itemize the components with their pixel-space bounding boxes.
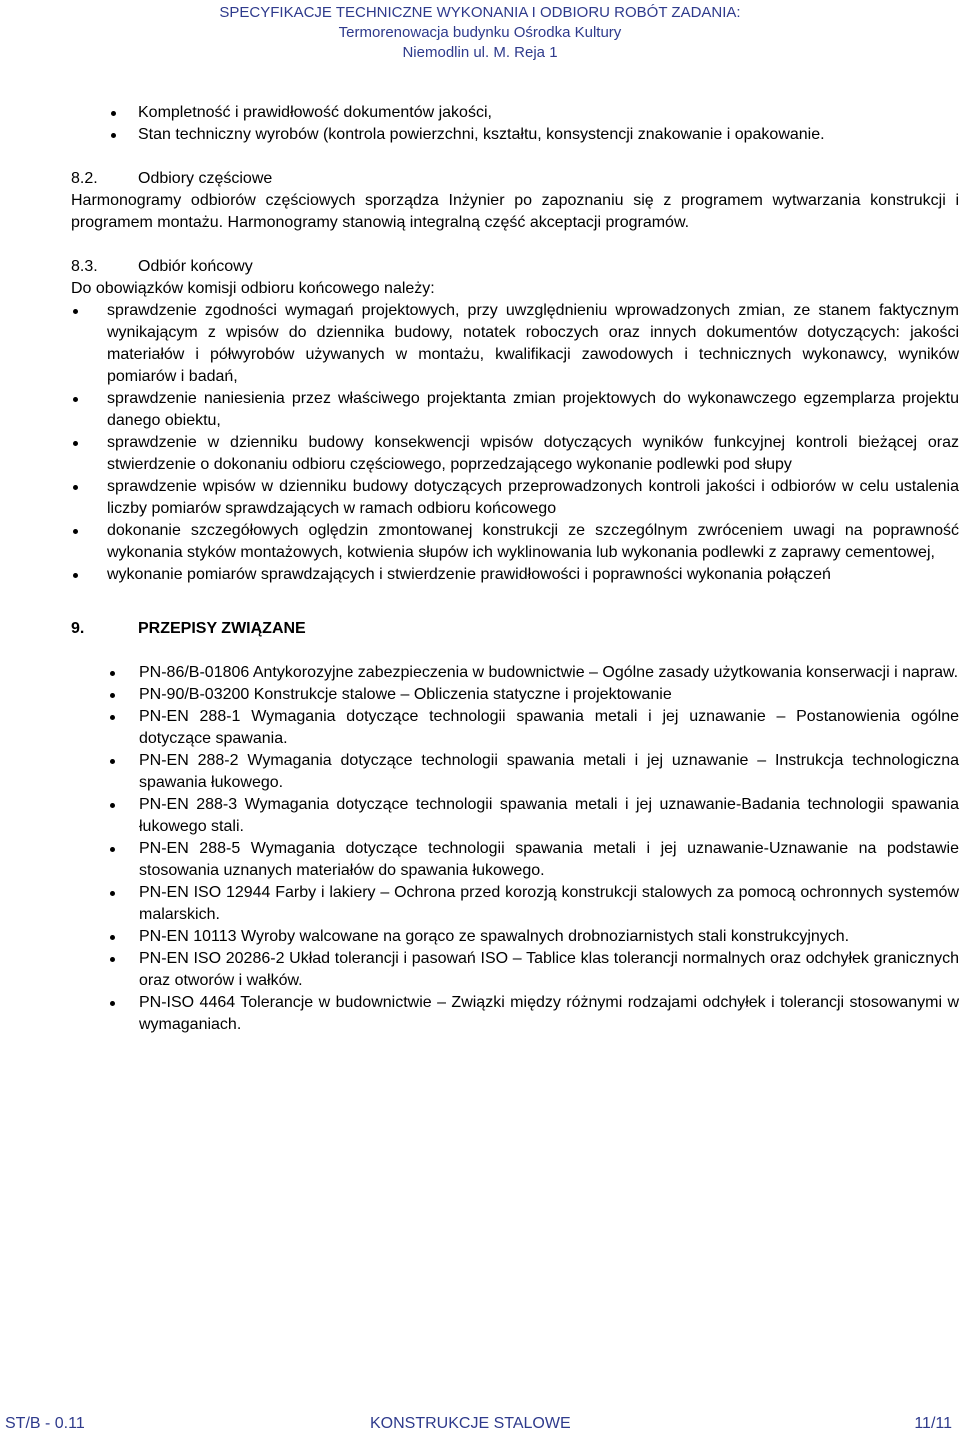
section-8-2-text: Harmonogramy odbiorów częściowych sporządza Inżynier po zapoznaniu się z programem wytwarzania konstrukcji i programem montażu. Harmonogramy stanowią integralną część akceptacji programów. — [71, 192, 959, 231]
bullet-icon — [110, 803, 115, 808]
list-item: sprawdzenie w dzienniku budowy konsekwencji wpisów dotyczących wyników funkcyjnej kontroli bieżącej oraz stwierdzenie o dokonaniu odbioru częściowego, poprzedzającego wykonanie podlewki pod słupy — [71, 432, 959, 476]
bullet-icon — [110, 957, 115, 962]
list-item: PN-ISO 4464 Tolerancje w budownictwie – Związki między różnymi rodzajami odchyłek i tolerancji stosowanymi w wymaganiach. — [71, 992, 959, 1036]
list-item: wykonanie pomiarów sprawdzających i stwierdzenie prawidłowości i poprawności wykonania połączeń — [71, 564, 959, 586]
footer-document-code: ST/B - 0.11 — [5, 1415, 85, 1432]
document-body — [71, 102, 959, 1036]
bullet-icon — [111, 111, 116, 116]
bullet-icon — [110, 847, 115, 852]
list-item: Kompletność i prawidłowość dokumentów jakości, — [71, 102, 959, 124]
bullet-icon — [73, 485, 78, 490]
final-acceptance-list — [71, 300, 959, 586]
list-item: PN-EN 288-2 Wymagania dotyczące technologii spawania metali i jej uznawanie – Instrukcja technologiczna spawania łukowego. — [71, 750, 959, 794]
footer-page-number: 11/11 — [914, 1415, 952, 1432]
bullet-icon — [73, 529, 78, 534]
bullet-icon — [110, 671, 115, 676]
intro-bullet-list — [71, 102, 959, 146]
list-item: PN-EN ISO 12944 Farby i lakiery – Ochrona przed korozją konstrukcji stalowych za pomocą ochronnych systemów malarskich. — [71, 882, 959, 926]
header-address: Niemodlin ul. M. Reja 1 — [402, 44, 558, 61]
section-title: Odbiory częściowe — [138, 170, 273, 187]
list-item: sprawdzenie zgodności wymagań projektowych, przy uwzględnieniu wprowadzonych zmian, ze stanem faktycznym wynikającym z wpisów do dziennika budowy, notatek roboczych oraz innych dokumentów dotyczących: jakości materiałów i półwyrobów używanych w montażu, kwalifikacji zawodowych i technicznych wykonawcy, wyników pomiarów i badań, — [71, 300, 959, 388]
list-item: sprawdzenie naniesienia przez właściwego projektanta zmian projektowych do wykonawczego egzemplarza projektu danego obiektu, — [71, 388, 959, 432]
list-item: PN-EN 288-1 Wymagania dotyczące technologii spawania metali i jej uznawanie – Postanowienia ogólne dotyczące spawania. — [71, 706, 959, 750]
bullet-icon — [110, 935, 115, 940]
bullet-icon — [111, 133, 116, 138]
section-title: Odbiór końcowy — [138, 258, 253, 275]
bullet-icon — [73, 309, 78, 314]
list-item: PN-EN ISO 20286-2 Układ tolerancji i pasowań ISO – Tablice klas tolerancji normalnych oraz odchyłek granicznych oraz otworów i wałków. — [71, 948, 959, 992]
bullet-icon — [73, 573, 78, 578]
bullet-icon — [110, 891, 115, 896]
list-item: PN-86/B-01806 Antykorozyjne zabezpieczenia w budownictwie – Ogólne zasady użytkowania konserwacji i napraw. — [71, 662, 959, 684]
list-item: PN-90/B-03200 Konstrukcje stalowe – Obliczenia statyczne i projektowanie — [71, 684, 959, 706]
section-title: PRZEPISY ZWIĄZANE — [138, 620, 306, 637]
section-number: 9. — [71, 620, 85, 637]
section-8-3-intro: Do obowiązków komisji odbioru końcowego należy: — [71, 280, 435, 297]
section-8-2-heading — [71, 168, 959, 190]
section-9-heading — [71, 618, 959, 640]
list-item: Stan techniczny wyrobów (kontrola powierzchni, kształtu, konsystencji znakowanie i opakowanie. — [71, 124, 959, 146]
bullet-icon — [73, 397, 78, 402]
bullet-icon — [110, 715, 115, 720]
page-header — [0, 3, 960, 63]
list-item: PN-EN 288-5 Wymagania dotyczące technologii spawania metali i jej uznawanie-Uznawanie na podstawie stosowania uznanych materiałów do spawania łukowego. — [71, 838, 959, 882]
section-8-3-heading — [71, 256, 959, 278]
bullet-icon — [110, 759, 115, 764]
related-standards-list — [71, 662, 959, 1036]
list-item: dokonanie szczegółowych oględzin zmontowanej konstrukcji ze szczególnym zwróceniem uwagi na poprawność wykonania styków montażowych, kotwienia słupów ich wyklinowania lub wykonania podlewki z zaprawy cementowej, — [71, 520, 959, 564]
bullet-icon — [110, 693, 115, 698]
list-item: PN-EN 288-3 Wymagania dotyczące technologii spawania metali i jej uznawanie-Badania technologii spawania łukowego stali. — [71, 794, 959, 838]
list-item: sprawdzenie wpisów w dzienniku budowy dotyczących przeprowadzonych kontroli jakości i odbiorów w celu ustalenia liczby pomiarów sprawdzających w ramach odbioru końcowego — [71, 476, 959, 520]
header-spec-title: SPECYFIKACJE TECHNICZNE WYKONANIA I ODBIORU ROBÓT ZADANIA: — [219, 4, 741, 21]
list-item: PN-EN 10113 Wyroby walcowane na gorąco ze spawalnych drobnoziarnistych stali konstrukcyjnych. — [71, 926, 959, 948]
section-number: 8.2. — [71, 170, 98, 187]
footer-section-name: KONSTRUKCJE STALOWE — [370, 1415, 571, 1432]
section-number: 8.3. — [71, 258, 98, 275]
bullet-icon — [73, 441, 78, 446]
header-project-name: Termorenowacja budynku Ośrodka Kultury — [338, 24, 622, 41]
bullet-icon — [110, 1001, 115, 1006]
